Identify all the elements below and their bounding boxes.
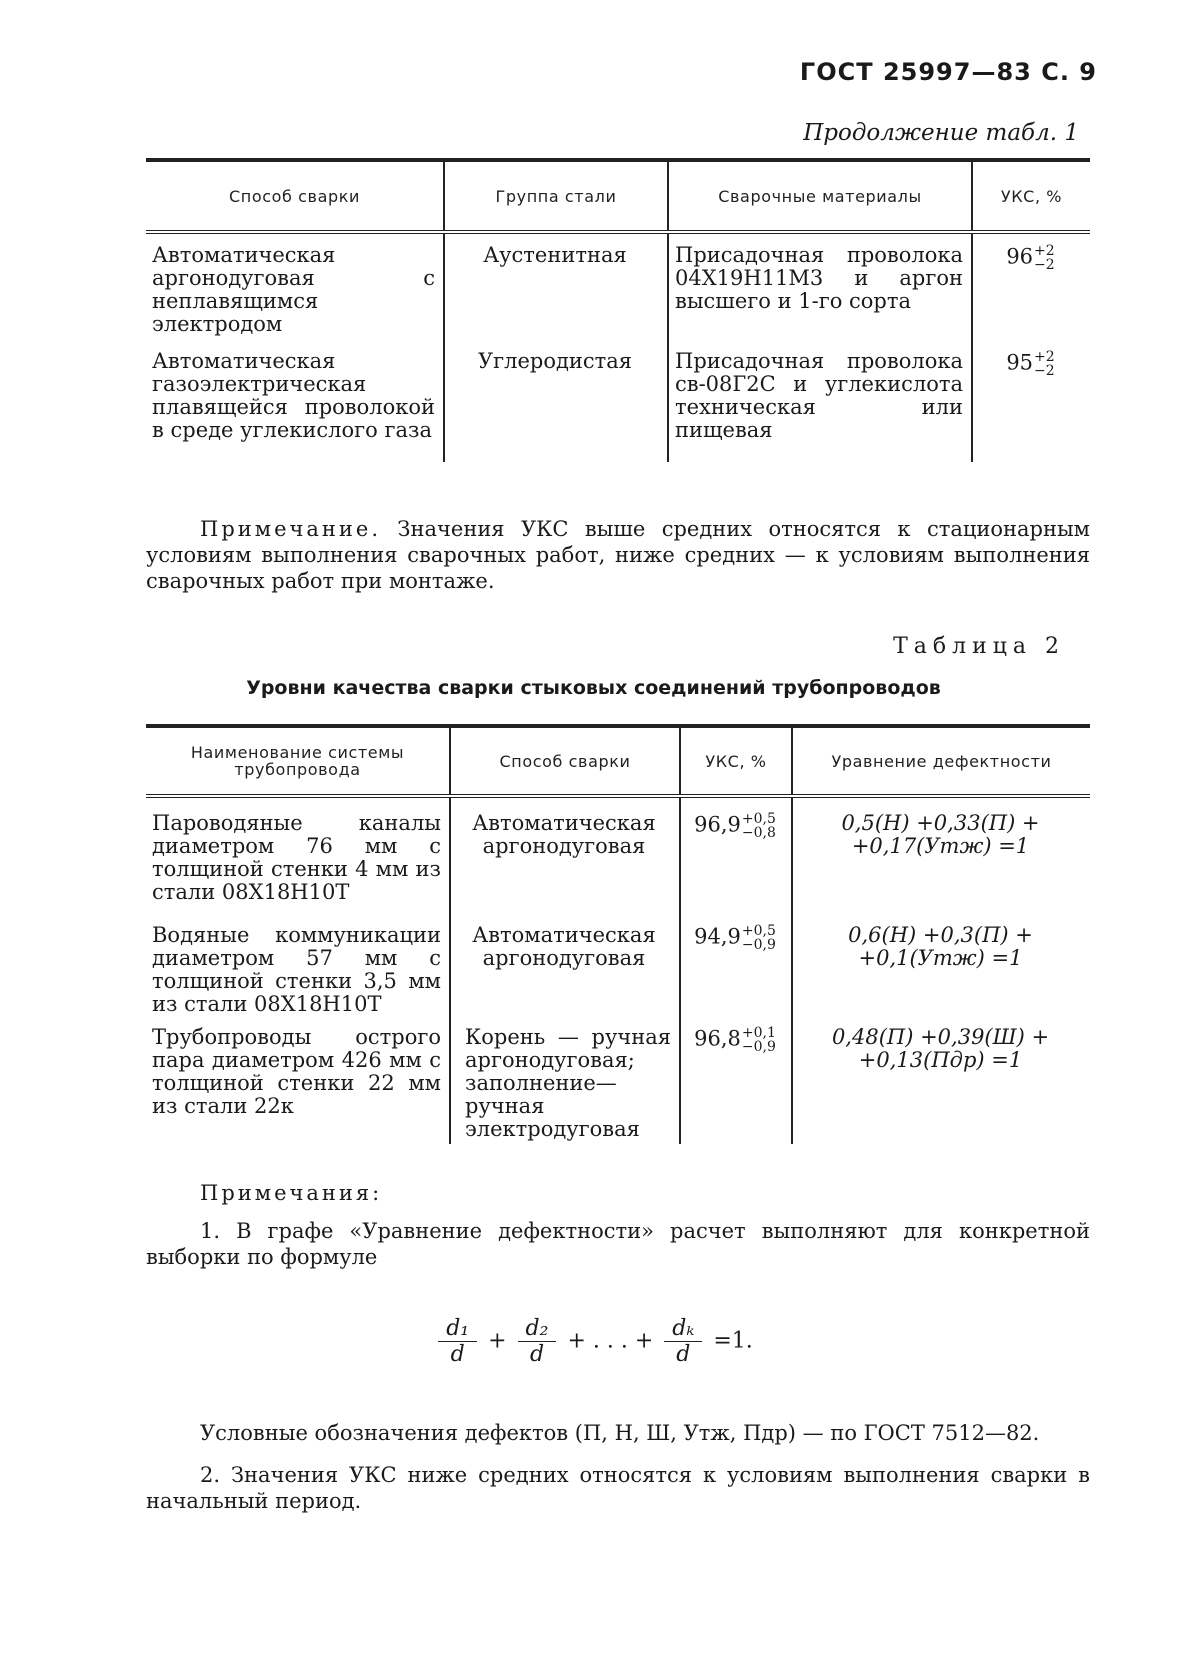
steel-group-cell: Аустенитная <box>444 232 668 340</box>
uks-value: 95 <box>1006 350 1034 375</box>
table-2-label: Таблица 2 <box>893 634 1065 659</box>
defect-formula: $\frac{\text{d₁}}{d}$ + $\frac{\text{d₂}}{d}$ + . . . + $\frac{\text{dₖ}}{d}$ =1. <box>0 1316 1187 1367</box>
uks-value: 96,8 <box>694 1026 741 1051</box>
defect-equation-cell <box>792 1016 1090 1144</box>
pipeline-system-cell: Трубопроводы острого пара диаметром 426 мм с толщиной стенки 22 мм из стали 22к <box>152 1025 441 1118</box>
column-header: Сварочные материалы <box>668 160 972 232</box>
welding-method-cell: Автоматическая аргонодуговая с неплавящимся электродом <box>152 243 435 336</box>
equation-line: 0,6(Н) +0,3(П) + <box>848 923 1033 947</box>
pipeline-system-cell: Пароводяные каналы диаметром 76 мм с толщиной стенки 4 мм из стали 08Х18Н10Т <box>152 811 441 904</box>
welding-method-cell: Автоматическая газоэлектрическая плавящейся проволокой в среде углекислого газа <box>152 349 435 442</box>
denominator: d <box>450 1342 465 1367</box>
uks-minus: −0,9 <box>741 937 776 953</box>
note-item-1: 1. В графе «Уравнение дефектности» расчет выполняют для конкретной выборки по формуле <box>146 1219 1090 1269</box>
column-header: Группа стали <box>444 160 668 232</box>
table-row <box>146 914 1090 1016</box>
equation-line: 0,5(Н) +0,33(П) + <box>841 811 1040 835</box>
uks-plus: +0,5 <box>741 811 776 827</box>
table-2-title: Уровни качества сварки стыковых соединений трубопроводов <box>246 677 941 699</box>
uks-minus: −0,8 <box>741 825 776 841</box>
uks-minus: −2 <box>1034 257 1055 273</box>
equation-line: +0,13(Пдр) =1 <box>858 1048 1023 1072</box>
uks-plus: +0,5 <box>741 923 776 939</box>
uks-plus: +2 <box>1034 243 1055 259</box>
uks-cell <box>680 914 792 1016</box>
welding-method-cell: Автоматическая аргонодуговая <box>450 914 680 1016</box>
numerator: d₂ <box>518 1316 557 1342</box>
steel-group-cell: Углеродистая <box>444 340 668 462</box>
equation-line: 0,48(П) +0,39(Ш) + <box>831 1025 1050 1049</box>
table-continuation-label: Продолжение табл. 1 <box>803 120 1079 146</box>
formula-rhs: =1. <box>713 1328 753 1354</box>
table-row <box>146 340 1090 462</box>
pipeline-system-cell: Водяные коммуникации диаметром 57 мм с толщиной стенки 3,5 мм из стали 08Х18Н10Т <box>152 923 441 1016</box>
welding-materials-cell: Присадочная проволока св-08Г2С и углекислота техническая или пищевая <box>668 340 972 462</box>
defect-equation-cell <box>792 796 1090 914</box>
uks-tolerance <box>742 924 776 952</box>
table-row <box>146 1016 1090 1144</box>
formula-middle: + . . . + <box>567 1328 654 1354</box>
table-1 <box>146 158 1090 462</box>
uks-tolerance <box>1034 244 1055 272</box>
column-header: Уравнение дефектности <box>792 726 1090 796</box>
table-row <box>146 796 1090 914</box>
fraction-k <box>664 1316 702 1367</box>
table-row <box>146 232 1090 340</box>
note-item-2: 2. Значения УКС ниже средних относятся к условиям выполнения сварки в начальный период. <box>146 1463 1090 1513</box>
notes-heading: Примечания: <box>200 1181 383 1205</box>
welding-method-cell: Автоматическая аргонодуговая <box>450 796 680 914</box>
uks-cell <box>680 1016 792 1144</box>
equation-line: +0,1(Утж) =1 <box>858 946 1023 970</box>
equation-line: +0,17(Утж) =1 <box>851 834 1030 858</box>
table-header-row <box>146 160 1090 232</box>
denominator: d <box>529 1342 545 1367</box>
uks-value: 96,9 <box>694 812 741 837</box>
document-reference: ГОСТ 25997—83 С. 9 <box>799 58 1097 86</box>
defect-symbols-note: Условные обозначения дефектов (П, Н, Ш, Утж, Пдр) — по ГОСТ 7512—82. <box>200 1421 1040 1445</box>
welding-method-cell: Корень — ручная аргонодуговая; заполнение—ручная электродуговая <box>450 1016 680 1144</box>
uks-tolerance <box>742 812 776 840</box>
column-header: Наименование системы трубопровода <box>146 726 450 796</box>
uks-plus: +2 <box>1034 349 1055 365</box>
column-header: УКС, % <box>972 160 1090 232</box>
numerator: d₁ <box>438 1316 477 1342</box>
uks-tolerance <box>742 1026 776 1054</box>
welding-materials-cell: Присадочная проволока 04Х19Н11М3 и аргон высшего и 1-го сорта <box>668 232 972 340</box>
table-header-row <box>146 726 1090 796</box>
uks-cell <box>972 232 1090 340</box>
table-1-note <box>146 516 1090 594</box>
numerator: dₖ <box>664 1316 702 1342</box>
table-2 <box>146 724 1090 1144</box>
fraction-1 <box>438 1316 477 1367</box>
defect-equation-cell <box>792 914 1090 1016</box>
column-header: Способ сварки <box>450 726 680 796</box>
uks-cell <box>972 340 1090 462</box>
column-header: Способ сварки <box>146 160 444 232</box>
denominator: d <box>676 1342 691 1367</box>
uks-value: 96 <box>1006 244 1034 269</box>
uks-value: 94,9 <box>694 924 741 949</box>
uks-minus: −0,9 <box>741 1039 776 1055</box>
note-text: Значения УКС выше средних относятся к стационарным условиям выполнения сварочных работ, ниже средних — к условиям выполнения сварочных работ при монтаже. <box>146 517 1090 593</box>
uks-cell <box>680 796 792 914</box>
uks-tolerance <box>1034 350 1055 378</box>
uks-minus: −2 <box>1034 363 1055 379</box>
fraction-2 <box>518 1316 557 1367</box>
note-label: Примечание. <box>200 517 382 541</box>
column-header: УКС, % <box>680 726 792 796</box>
uks-plus: +0,1 <box>741 1025 776 1041</box>
